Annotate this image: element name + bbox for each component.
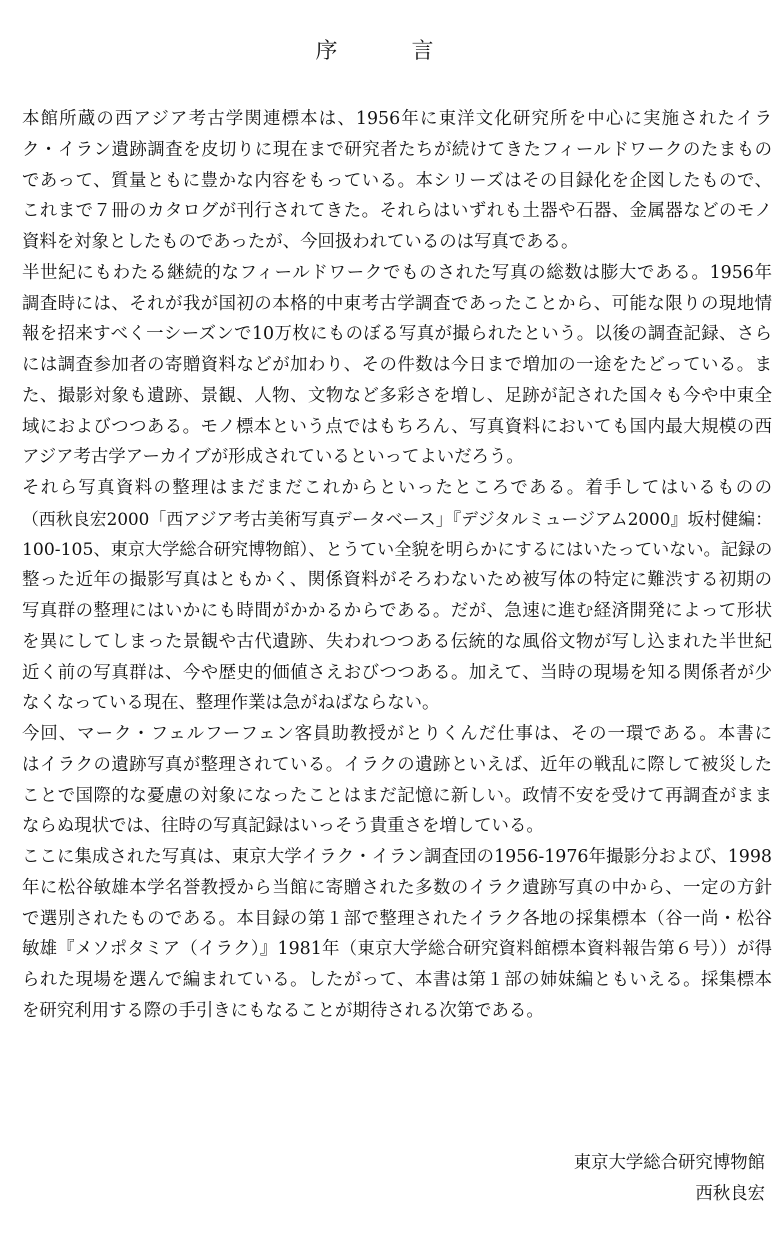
text-line: を研究利用する際の手引きにもなることが期待される次第である。 xyxy=(22,1000,544,1021)
text-line: ク・イラン遺跡調査を皮切りに現在まで研究者たちが続けてきたフィールドワークのたまもの xyxy=(22,139,772,160)
text-line: 調査時には、それが我が国初の本格的中東考古学調査であったことから、可能な限りの現地情 xyxy=(22,293,772,314)
signature-institution: 東京大学総合研究博物館 xyxy=(573,1153,765,1173)
text-line: ここに集成された写真は、東京大学イラク・イラン調査団の1956-1976年撮影分および、1998 xyxy=(22,847,772,867)
text-line: はイラクの遺跡写真が整理されている。イラクの遺跡といえば、近年の戦乱に際して被災した xyxy=(22,754,772,775)
text-line: それら写真資料の整理はまだまだこれからといったところである。着手してはいるものの xyxy=(22,478,772,498)
text-line: 今回、マーク・フェルフーフェン客員助教授がとりくんだ仕事は、その一環である。本書に xyxy=(22,724,772,744)
text-line: 資料を対象としたものであったが、今回扱われているのは写真である。 xyxy=(22,232,579,252)
text-line: 整った近年の撮影写真はともかく、関係資料がそろわないため被写体の特定に難渋する初期の xyxy=(22,570,772,591)
text-line: 近く前の写真群は、今や歴史的価値さえおびつつある。加えて、当時の現場を知る関係者が少 xyxy=(22,662,772,683)
text-line: 100-105、東京大学総合研究博物館）、とうてい全貌を明らかにするにはいたっていない。記録の xyxy=(22,539,773,560)
text-line: で選別されたものである。本目録の第１部で整理されたイラク各地の採集標本（谷一尚・松谷 xyxy=(22,908,772,929)
text-line: （西秋良宏2000「西アジア考古美術写真データベース」『デジタルミュージアム2000』坂村健編： xyxy=(22,508,772,529)
text-line: 半世紀にもわたる継続的なフィールドワークでものされた写真の総数は膨大である。1956年 xyxy=(22,262,772,283)
text-line: 本館所蔵の西アジア考古学関連標本は、1956年に東洋文化研究所を中心に実施されたイラ xyxy=(22,109,772,129)
text-line: 報を招来すべく一シーズンで10万枚にものぼる写真が撮られたという。以後の調査記録、さら xyxy=(22,324,772,345)
text-line: た、撮影対象も遺跡、景観、人物、文物など多彩さを増し、足跡が記された国々も今や中東全 xyxy=(22,385,772,406)
signature-author: 西秋良宏 xyxy=(695,1183,765,1204)
text-line: であって、質量ともに豊かな内容をもっている。本シリーズはその目録化を企図したもので、 xyxy=(22,170,772,191)
body-text xyxy=(22,104,772,1027)
text-line: には調査参加者の寄贈資料などが加わり、その件数は今日まで増加の一途をたどっている。ま xyxy=(22,355,772,375)
text-line: これまで７冊のカタログが刊行されてきた。それらはいずれも土器や石器、金属器などのモノ xyxy=(22,201,772,222)
text-line: ならぬ現状では、往時の写真記録はいっそう貴重さを増している。 xyxy=(22,816,544,837)
text-line: 域におよびつつある。モノ標本という点ではもちろん、写真資料においても国内最大規模の西 xyxy=(22,416,772,437)
text-line: なくなっている現在、整理作業は急がねばならない。 xyxy=(22,693,440,714)
signature-block xyxy=(574,1148,765,1209)
text-line: ことで国際的な憂慮の対象になったことはまだ記憶に新しい。政情不安を受けて再調査がまま xyxy=(22,785,772,806)
page-title: 序 言 xyxy=(315,39,460,64)
text-line: 年に松谷敏雄本学名誉教授から当館に寄贈された多数のイラク遺跡写真の中から、一定の方針 xyxy=(22,877,772,898)
text-line: を異にしてしまった景観や古代遺跡、失われつつある伝統的な風俗文物が写し込まれた半世紀 xyxy=(22,631,772,652)
text-line: アジア考古学アーカイブが形成されているといってよいだろう。 xyxy=(22,447,524,468)
text-line: 写真群の整理にはいかにも時間がかかるからである。だが、急速に進む経済開発によって形状 xyxy=(22,601,772,621)
text-line: 敏雄『メソポタミア（イラク）』1981年（東京大学総合研究資料館標本資料報告第６号））が得 xyxy=(22,939,772,960)
text-line: られた現場を選んで編まれている。したがって、本書は第１部の姉妹編ともいえる。採集標本 xyxy=(22,970,772,990)
